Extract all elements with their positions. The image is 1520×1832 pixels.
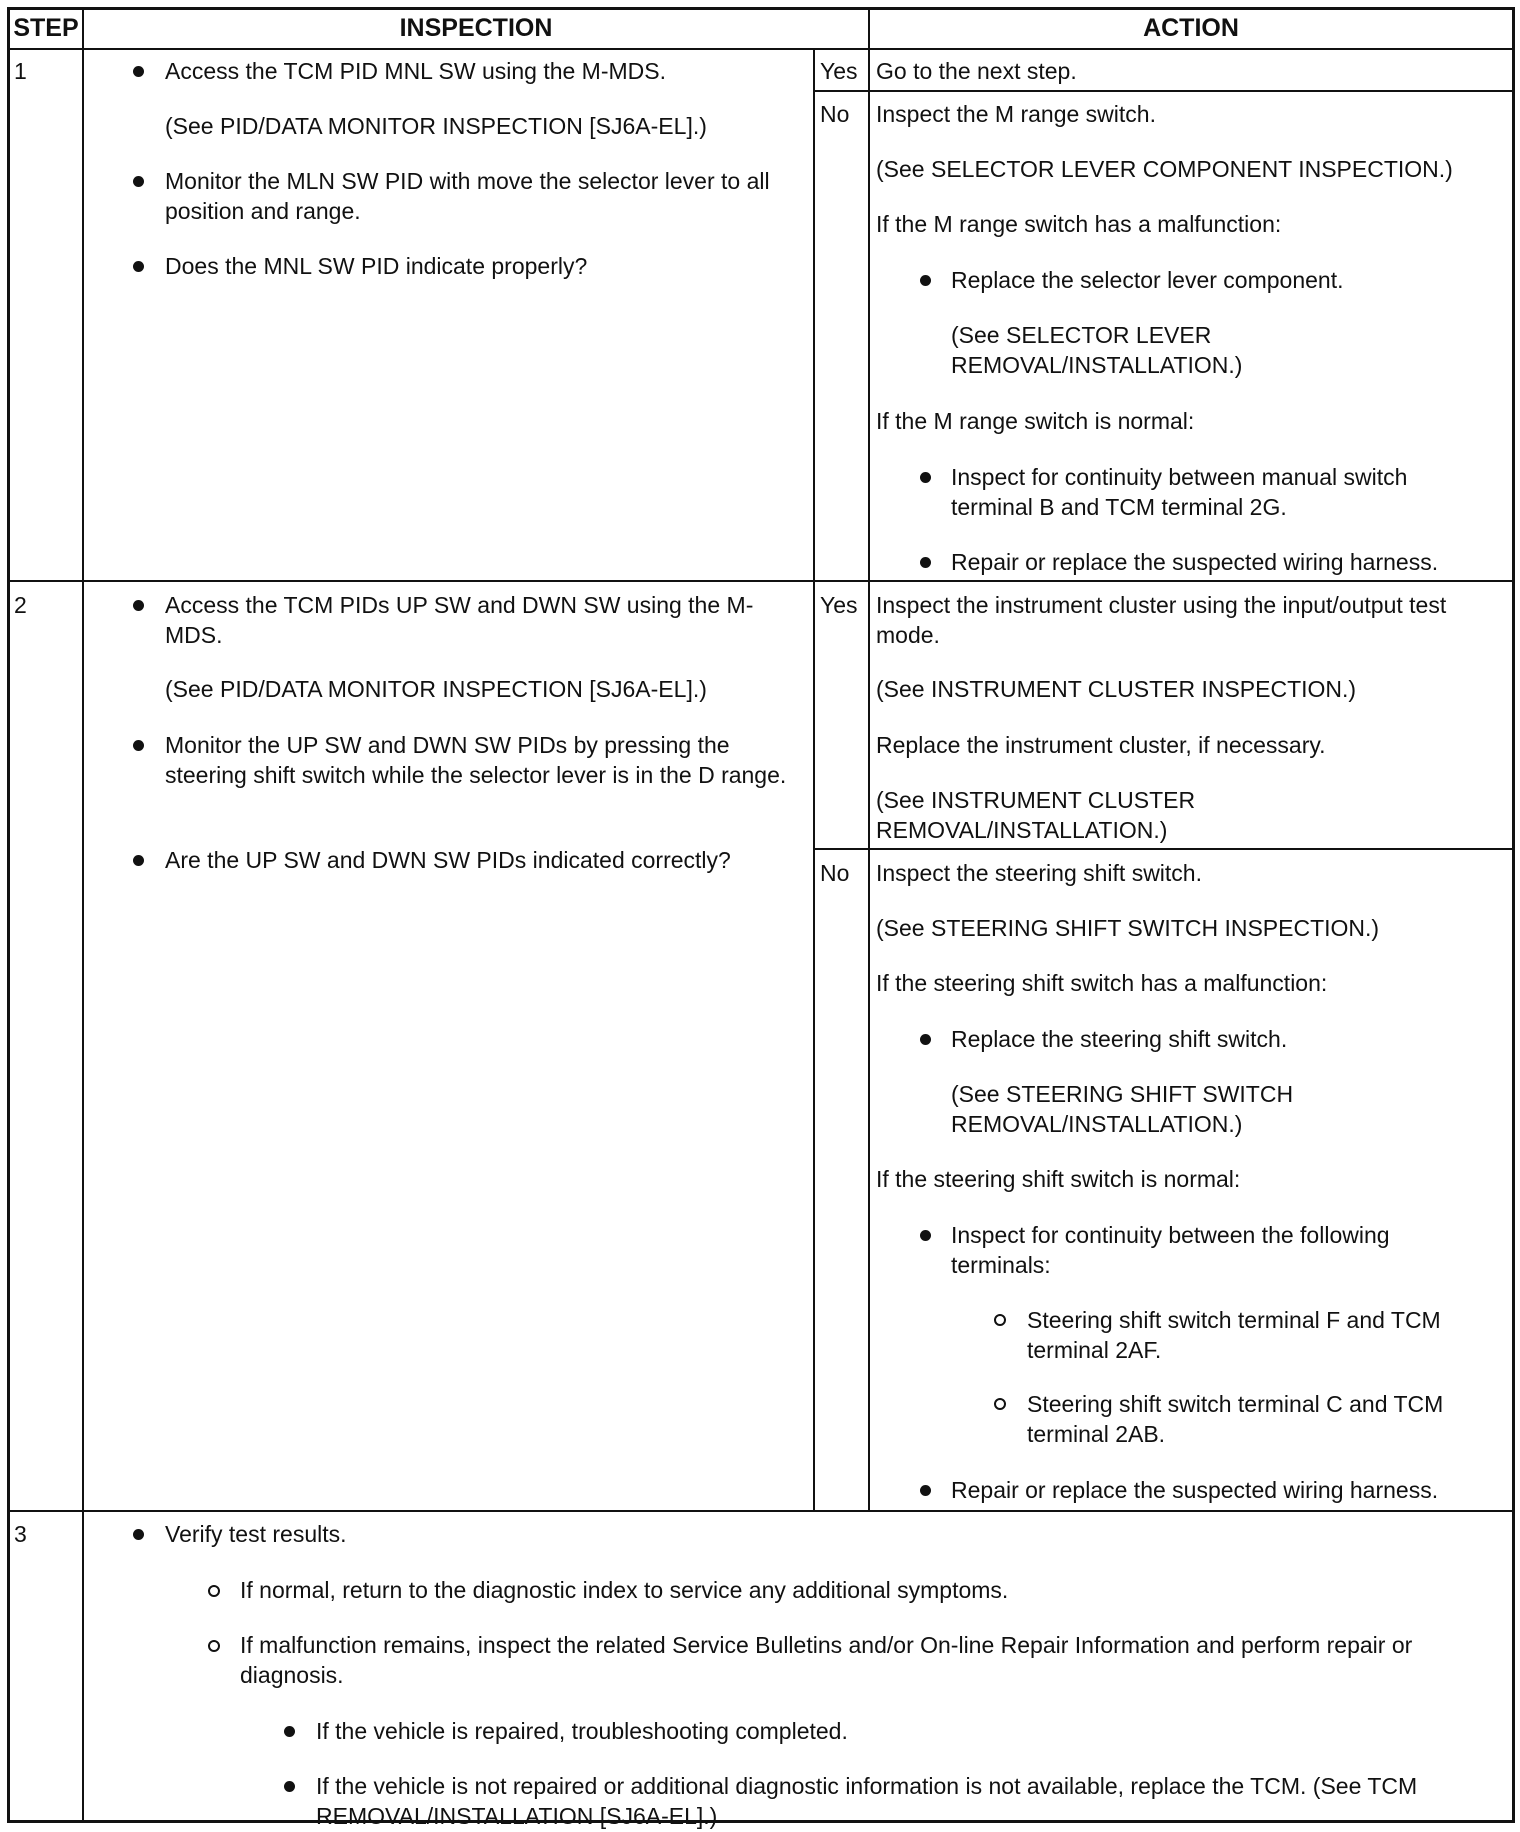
step-col-divider [82, 7, 84, 1823]
yes-label: Yes [820, 592, 858, 618]
action-col-divider [868, 7, 870, 1511]
table-border-right [1512, 7, 1515, 1823]
action-text: Steering shift switch terminal C and TCM terminal 2AB. [1027, 1391, 1444, 1447]
inspection-text: (See PID/DATA MONITOR INSPECTION [SJ6A-EL].) [165, 676, 707, 702]
action-text: Inspect for continuity between manual switch terminal B and TCM terminal 2G. [951, 464, 1408, 520]
step3-text: If the vehicle is not repaired or additional diagnostic information is not available, replace the TCM. (See TCM REMOVAL/INSTALLATION [SJ6A-EL].) [316, 1773, 1418, 1829]
step-number: 3 [14, 1521, 27, 1547]
no-label: No [820, 101, 850, 127]
circle-bullet-icon [994, 1398, 1006, 1410]
step1-yes-no-divider [813, 90, 1515, 92]
inspection-text: Access the TCM PID MNL SW using the M-MDS. [165, 58, 667, 84]
inspection-text: Are the UP SW and DWN SW PIDs indicated correctly? [165, 847, 731, 873]
inspection-text: Access the TCM PIDs UP SW and DWN SW using the M-MDS. [165, 592, 754, 648]
header-action: ACTION [1143, 14, 1239, 42]
yes-action: Go to the next step. [876, 58, 1077, 84]
no-label: No [820, 860, 850, 886]
action-text: (See SELECTOR LEVER COMPONENT INSPECTION.) [876, 156, 1453, 182]
action-text: (See INSTRUMENT CLUSTER REMOVAL/INSTALLATION.) [876, 787, 1196, 843]
table-border-top [7, 7, 1515, 10]
bullet-icon [133, 66, 144, 77]
inspection-text: (See PID/DATA MONITOR INSPECTION [SJ6A-EL].) [165, 113, 707, 139]
bullet-icon [133, 740, 144, 751]
circle-bullet-icon [994, 1314, 1006, 1326]
step2-bottom [7, 1510, 1515, 1512]
action-text: Inspect for continuity between the following terminals: [951, 1222, 1390, 1278]
action-text: (See STEERING SHIFT SWITCH REMOVAL/INSTALLATION.) [951, 1081, 1294, 1137]
action-text: Replace the steering shift switch. [951, 1026, 1288, 1052]
action-text: (See STEERING SHIFT SWITCH INSPECTION.) [876, 915, 1380, 941]
step-number: 2 [14, 592, 27, 618]
bullet-icon [920, 1230, 931, 1241]
step2-yes-no-divider [813, 848, 1515, 850]
bullet-icon [920, 557, 931, 568]
bullet-icon [133, 176, 144, 187]
action-text: If the steering shift switch is normal: [876, 1166, 1241, 1192]
yesno-col-divider [813, 48, 815, 1511]
bullet-icon [133, 1529, 144, 1540]
action-text: If the M range switch is normal: [876, 408, 1195, 434]
inspection-text: Monitor the MLN SW PID with move the selector lever to all position and range. [165, 168, 770, 224]
header-step: STEP [13, 14, 79, 42]
inspection-text: Does the MNL SW PID indicate properly? [165, 253, 588, 279]
action-text: Replace the instrument cluster, if necessary. [876, 732, 1326, 758]
bullet-icon [133, 600, 144, 611]
yes-label: Yes [820, 58, 858, 84]
action-text: Steering shift switch terminal F and TCM terminal 2AF. [1027, 1307, 1441, 1363]
step3-text: If the vehicle is repaired, troubleshooting completed. [316, 1718, 848, 1744]
step-number: 1 [14, 58, 27, 84]
bullet-icon [920, 1034, 931, 1045]
action-text: Inspect the steering shift switch. [876, 860, 1202, 886]
circle-bullet-icon [208, 1585, 220, 1597]
action-text: If the M range switch has a malfunction: [876, 211, 1282, 237]
action-text: (See INSTRUMENT CLUSTER INSPECTION.) [876, 676, 1357, 702]
bullet-icon [284, 1726, 295, 1737]
step1-bottom [7, 580, 1515, 582]
header-inspection: INSPECTION [399, 14, 553, 42]
action-text: (See SELECTOR LEVER REMOVAL/INSTALLATION.) [951, 322, 1243, 378]
bullet-icon [920, 472, 931, 483]
action-text: Inspect the M range switch. [876, 101, 1156, 127]
action-text: Repair or replace the suspected wiring harness. [951, 1477, 1439, 1503]
bullet-icon [133, 855, 144, 866]
step3-text: If malfunction remains, inspect the related Service Bulletins and/or On-line Repair Information and perform repair or diagnosis. [240, 1632, 1413, 1688]
action-text: Inspect the instrument cluster using the input/output test mode. [876, 592, 1447, 648]
circle-bullet-icon [208, 1640, 220, 1652]
bullet-icon [920, 1485, 931, 1496]
action-text: If the steering shift switch has a malfunction: [876, 970, 1328, 996]
step3-text: If normal, return to the diagnostic index to service any additional symptoms. [240, 1577, 1009, 1603]
step3-text: Verify test results. [165, 1521, 347, 1547]
action-text: Repair or replace the suspected wiring harness. [951, 549, 1439, 575]
header-divider [7, 48, 1515, 50]
action-text: Replace the selector lever component. [951, 267, 1344, 293]
bullet-icon [133, 261, 144, 272]
inspection-text: Monitor the UP SW and DWN SW PIDs by pressing the steering shift switch while the selector lever is in the D range. [165, 732, 787, 788]
table-border-left [7, 7, 10, 1823]
bullet-icon [284, 1781, 295, 1792]
bullet-icon [920, 275, 931, 286]
